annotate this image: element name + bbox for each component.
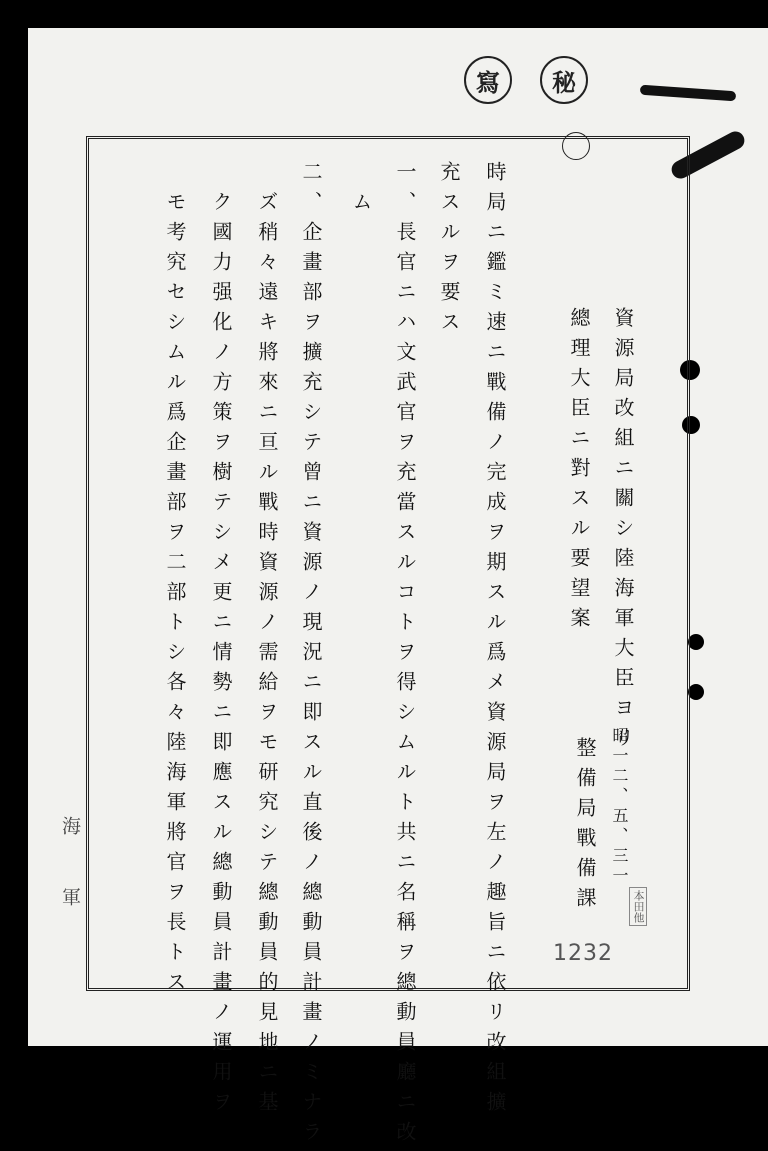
side-label: 海軍 [59,816,81,958]
page-number: 1232 [553,941,613,966]
document-subtitle: 總理大臣ニ對スル要望案 [567,307,591,637]
intro-text-line: 時局ニ鑑ミ速ニ戰備ノ完成ヲ期スル爲メ資源局ヲ左ノ趣旨ニ依リ改組擴 [483,161,507,1121]
document-title: 資源局改組ニ關シ陸海軍大臣ヨリ [611,307,635,757]
item-2-text-line: ク國力强化ノ方策ヲ樹テシメ更ニ情勢ニ即應スル總動員計畫ノ運用ヲ [209,191,233,1121]
copy-stamp: 寫 [464,56,512,104]
intro-text-line: 充スルヲ要ス [437,161,461,341]
document-date: 昭一二、五、三一 [610,727,629,887]
punch-hole-icon [688,634,704,650]
secret-stamp: 秘 [540,56,588,104]
item-1-text-line: ム [349,191,373,221]
issuing-section: 整備局戰備課 [573,737,597,917]
item-2-text-line: 二、企畫部ヲ擴充シテ曾ニ資源ノ現況ニ即スル直後ノ總動員計畫ノミナラ [299,161,323,1151]
item-2-text-line: モ考究セシムル爲企畫部ヲ二部トシ各々陸海軍將官ヲ長トス [163,191,187,1001]
margin-note: 本田他 [629,887,647,926]
document-page [28,28,768,1151]
punch-hole-icon [688,684,704,700]
item-2-text-line: ズ稍々遠キ將來ニ亘ル戰時資源ノ需給ヲモ研究シテ總動員的見地ニ基 [255,191,279,1121]
handwritten-mark-icon [640,85,736,102]
document-frame [86,136,690,1151]
item-1-text-line: 一、長官ニハ文武官ヲ充當スルコトヲ得シムルト共ニ名稱ヲ總動員廳ニ改 [393,161,417,1151]
